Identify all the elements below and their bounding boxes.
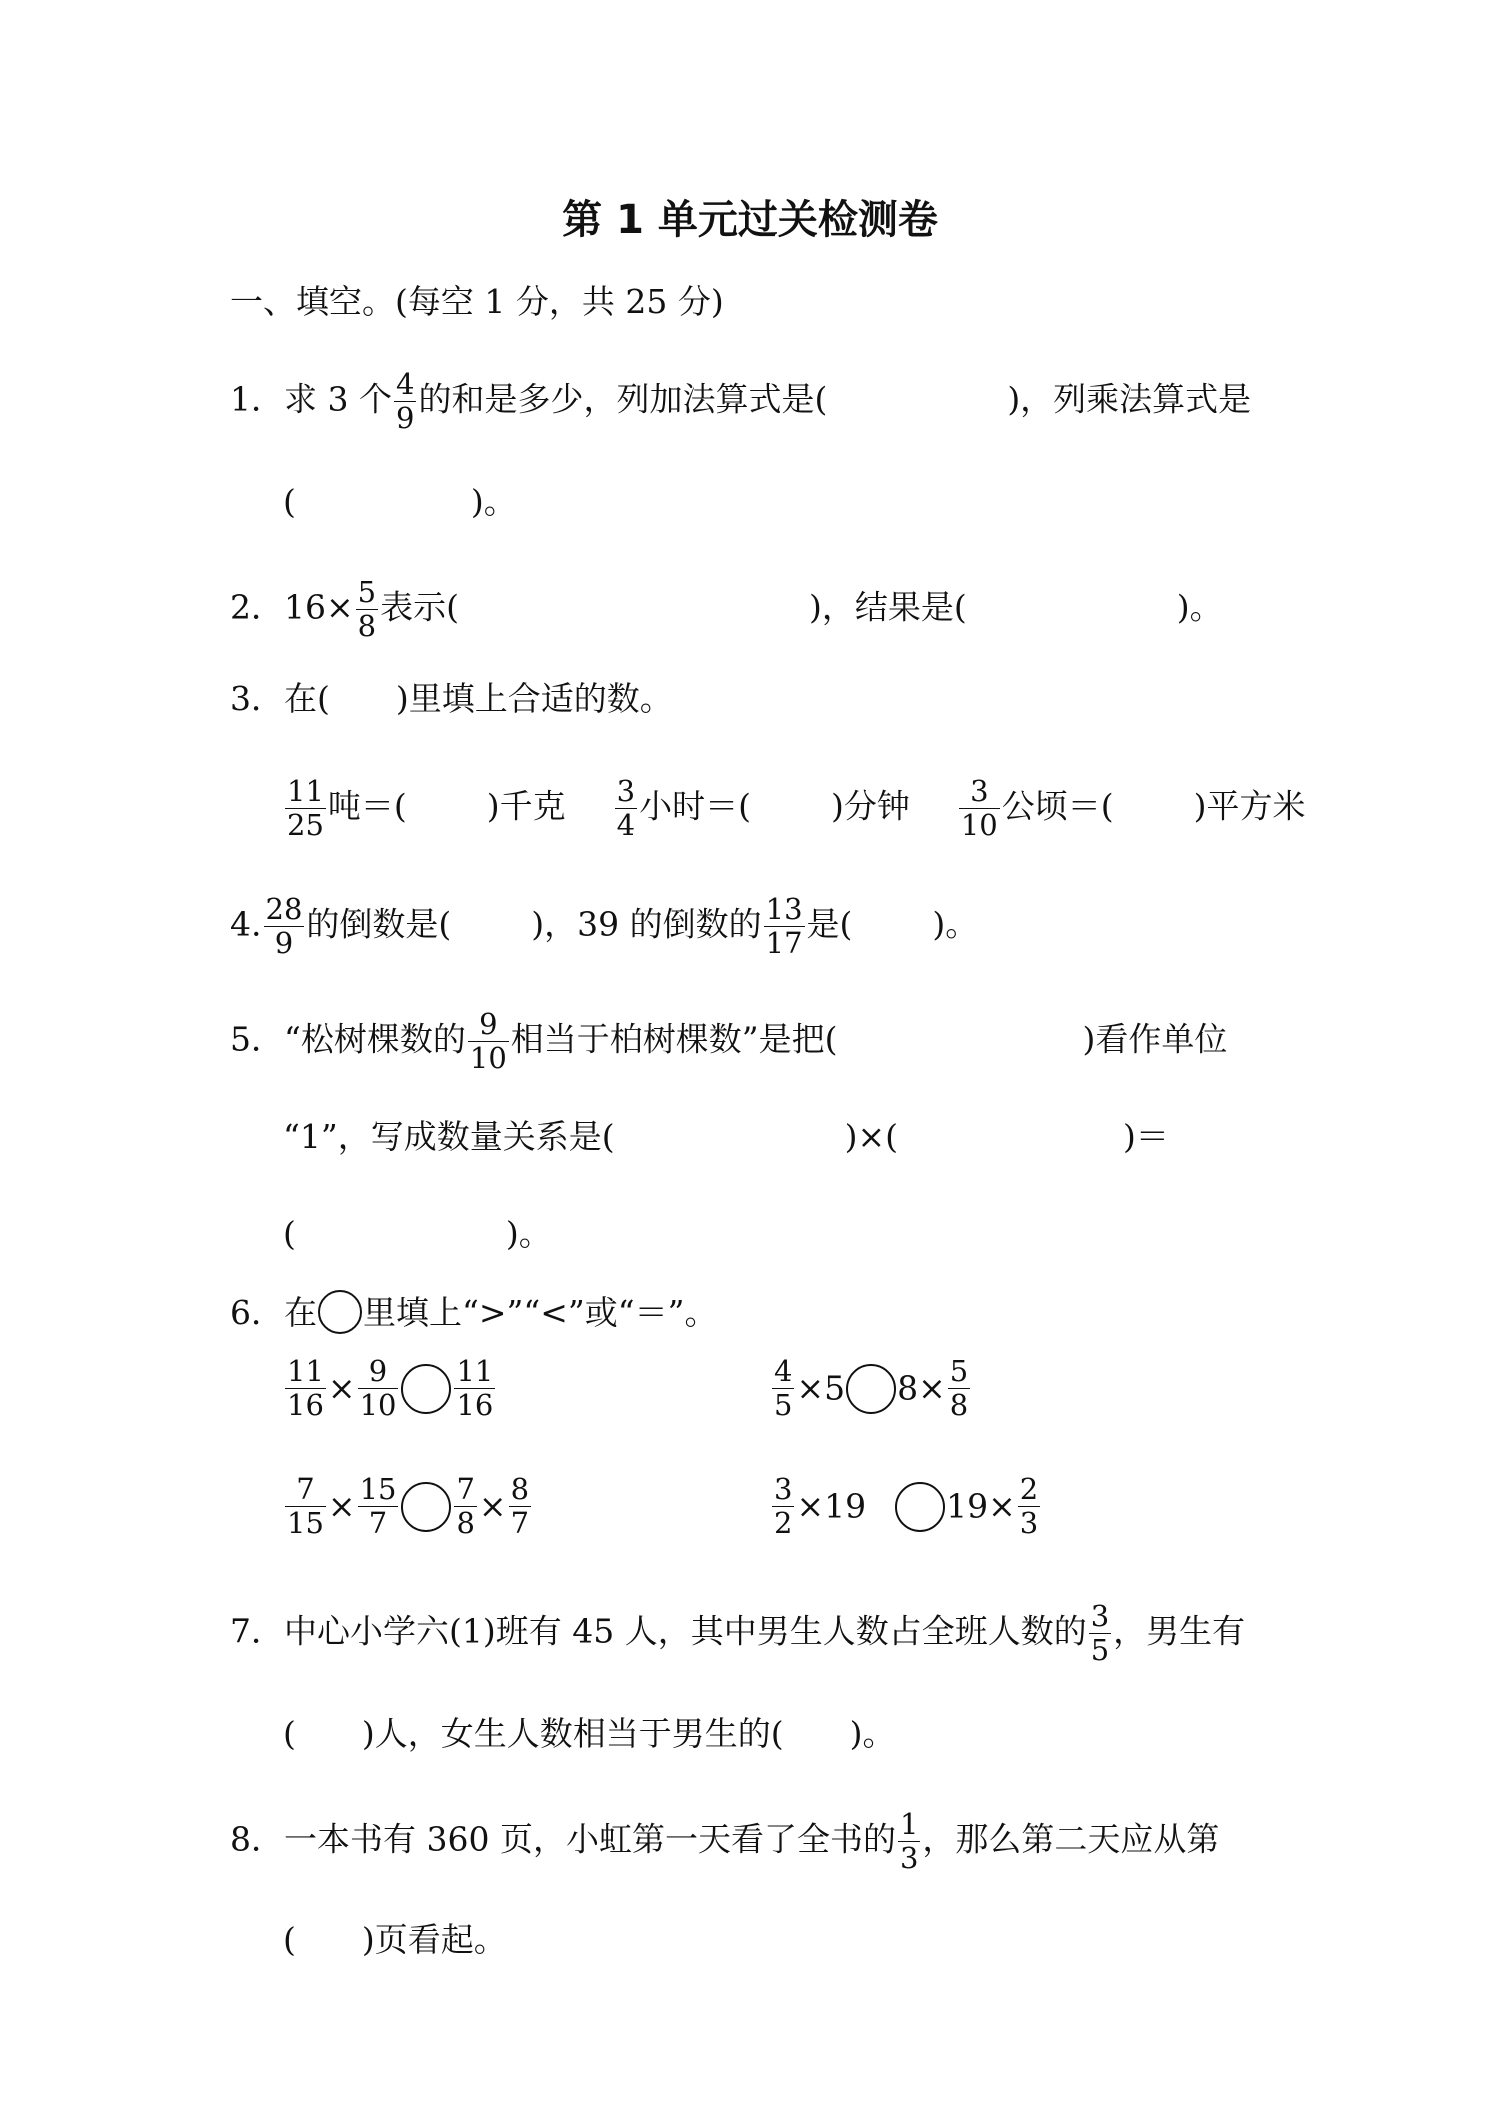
- fraction: $\frac{9}{10}$: [469, 1007, 507, 1075]
- circle-icon: [318, 1290, 362, 1334]
- fraction: $\frac{11}{25}$: [287, 774, 324, 842]
- comparison-3: $\frac{7}{15}$ × $\frac{15}{7}$ $\frac{7}{8}$ × $\frac{8}{7}$: [287, 1472, 530, 1540]
- question-number: 8．: [230, 1819, 284, 1859]
- question-7-line-2: ( )人，女生人数相当于男生的( )。: [283, 1714, 896, 1753]
- comparison-2: $\frac{4}{5}$ ×5 8× $\frac{5}{8}$: [774, 1354, 969, 1422]
- question-7: 7．中心小学六(1)班有 45 人，其中男生人数占全班人数的 $\frac{3}{5}$ ，男生有: [230, 1599, 1246, 1667]
- section-heading: 一、填空。(每空 1 分，共 25 分): [230, 282, 724, 321]
- question-4: 4. $\frac{28}{9}$ 的倒数是( )，39 的倒数的 $\frac{13}{17}$ 是( )。: [230, 892, 979, 960]
- question-1: 1．求 3 个 $\frac{4}{9}$ 的和是多少，列加法算式是( )，列乘法算式是: [230, 367, 1252, 435]
- question-6: 6．在 里填上“>”“<”或“＝”。: [230, 1290, 718, 1335]
- question-number: 6．: [230, 1293, 284, 1332]
- question-5-line-2: “1”，写成数量关系是( )×( )＝: [283, 1117, 1169, 1156]
- fraction: $\frac{13}{17}$: [765, 892, 803, 960]
- fraction: $\frac{1}{3}$: [899, 1807, 919, 1875]
- compare-circle[interactable]: [401, 1364, 451, 1414]
- question-number: 7．: [230, 1611, 284, 1651]
- question-number: 4.: [230, 904, 262, 944]
- fraction: $\frac{3}{10}$: [960, 774, 998, 842]
- fraction: $\frac{3}{4}$: [616, 774, 636, 842]
- question-5-line-3: ( )。: [283, 1214, 552, 1253]
- compare-circle[interactable]: [895, 1482, 945, 1532]
- comparison-4: $\frac{3}{2}$ ×19 19× $\frac{2}{3}$: [774, 1472, 1039, 1540]
- question-8-line-2: ( )页看起。: [283, 1920, 507, 1959]
- question-8: 8．一本书有 360 页，小虹第一天看了全书的 $\frac{1}{3}$ ，那么第二天应从第: [230, 1807, 1220, 1875]
- question-number: 5．: [230, 1019, 284, 1059]
- question-2: 2．16× $\frac{5}{8}$ 表示( )，结果是( )。: [230, 575, 1223, 643]
- question-1-line-2: ( )。: [283, 482, 517, 521]
- page-title: 第 1 单元过关检测卷: [562, 197, 938, 243]
- question-3-items: $\frac{11}{25}$ 吨＝( )千克 $\frac{3}{4}$ 小时＝( )分钟 $\frac{3}{10}$ 公顷＝( )平方米: [287, 774, 1306, 842]
- question-3: 3．在( )里填上合适的数。: [230, 679, 673, 718]
- question-number: 3．: [230, 679, 284, 718]
- question-number: 1．: [230, 379, 284, 419]
- fraction: $\frac{3}{5}$: [1090, 1599, 1110, 1667]
- compare-circle[interactable]: [401, 1482, 451, 1532]
- question-number: 2．: [230, 587, 284, 627]
- fraction: $\frac{28}{9}$: [265, 892, 303, 960]
- fraction: $\frac{5}{8}$: [357, 575, 377, 643]
- fraction: $\frac{4}{9}$: [395, 367, 415, 435]
- compare-circle[interactable]: [846, 1364, 896, 1414]
- question-5: 5．“松树棵数的 $\frac{9}{10}$ 相当于柏树棵数”是把( )看作单位: [230, 1007, 1228, 1075]
- comparison-1: $\frac{11}{16}$ × $\frac{9}{10}$ $\frac{11}{16}$: [287, 1354, 494, 1422]
